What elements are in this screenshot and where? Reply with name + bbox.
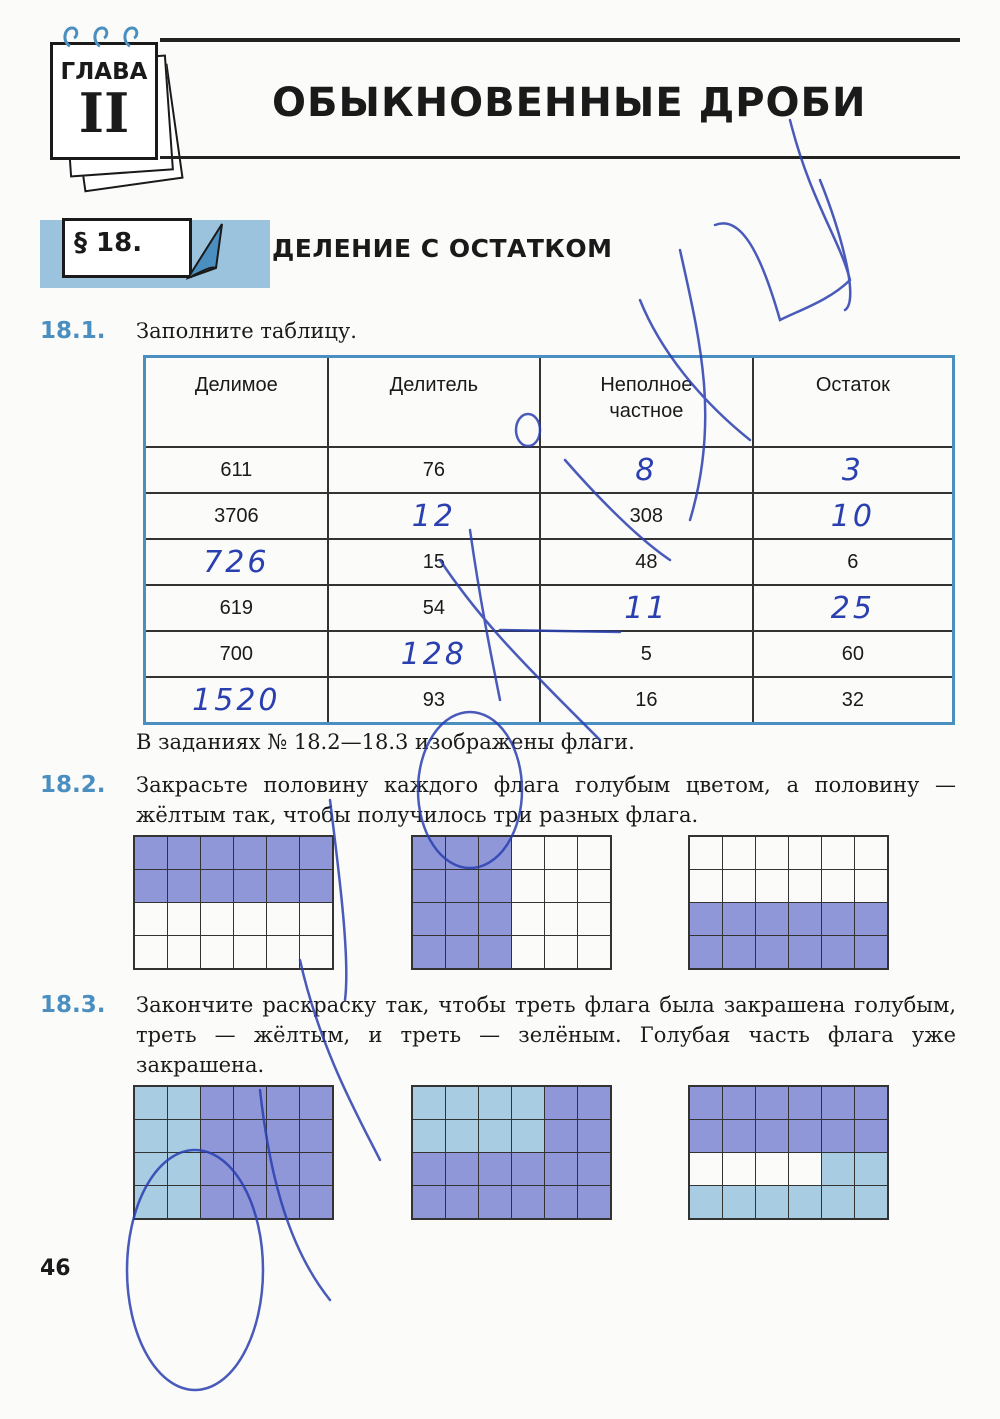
flag-cell[interactable] <box>412 836 446 870</box>
flag-grid[interactable] <box>411 835 612 970</box>
flag-cell[interactable] <box>267 903 300 936</box>
flag-cell[interactable] <box>134 1086 168 1120</box>
column-header: Остаток <box>753 357 954 448</box>
flag-cell[interactable] <box>723 1086 756 1120</box>
chapter-title: ОБЫКНОВЕННЫЕ ДРОБИ <box>272 80 867 126</box>
flag-grid[interactable] <box>688 1085 889 1220</box>
flag-cell[interactable] <box>168 936 201 970</box>
flag-cell[interactable] <box>201 870 234 903</box>
flag-cell[interactable] <box>479 1120 512 1153</box>
flag-cell[interactable] <box>789 870 822 903</box>
flag-cell[interactable] <box>201 1086 234 1120</box>
flag-cell[interactable] <box>689 936 723 970</box>
table-header-row <box>145 357 954 448</box>
flag-cell[interactable] <box>545 870 578 903</box>
flag-cell[interactable] <box>201 1120 234 1153</box>
flag-cell[interactable] <box>201 1186 234 1220</box>
flag-cell[interactable] <box>479 1086 512 1120</box>
flag-cell[interactable] <box>168 1086 201 1120</box>
flag-cell[interactable] <box>446 1186 479 1220</box>
table-row <box>145 677 954 724</box>
flag-grid[interactable] <box>411 1085 612 1220</box>
table-cell: 5 <box>540 631 753 677</box>
flag-cell[interactable] <box>855 903 889 936</box>
flag-cell[interactable] <box>300 903 334 936</box>
table-cell: 32 <box>753 677 954 724</box>
flag-cell[interactable] <box>267 836 300 870</box>
flag-cell[interactable] <box>234 870 267 903</box>
flag-cell[interactable] <box>578 1086 612 1120</box>
flag-cell[interactable] <box>234 836 267 870</box>
flag-cell[interactable] <box>512 870 545 903</box>
flag-cell[interactable] <box>234 1153 267 1186</box>
flag-cell[interactable] <box>855 1186 889 1220</box>
flag-cell[interactable] <box>822 903 855 936</box>
flag-cell[interactable] <box>234 1186 267 1220</box>
table-cell: 726 <box>145 539 328 585</box>
table-cell: 619 <box>145 585 328 631</box>
flag-grid[interactable] <box>133 1085 334 1220</box>
flag-cell[interactable] <box>855 1086 889 1120</box>
column-header: Делитель <box>328 357 540 448</box>
flag-cell[interactable] <box>789 836 822 870</box>
flag-cell[interactable] <box>479 1186 512 1220</box>
flag-cell[interactable] <box>412 1086 446 1120</box>
flag-cell[interactable] <box>267 1120 300 1153</box>
task-text-18-3: Закончите раскраску так, чтобы треть флага была закрашена голубым, треть — жёлтым, и треть — зелёным. Голубая часть флага уже закрашена. <box>136 993 956 1077</box>
table-cell: 3 <box>753 447 954 493</box>
flag-cell[interactable] <box>822 1153 855 1186</box>
flag-cell[interactable] <box>201 1153 234 1186</box>
flag-cell[interactable] <box>578 870 612 903</box>
flag-cell[interactable] <box>234 1120 267 1153</box>
flag-cell[interactable] <box>689 1086 723 1120</box>
flag-cell[interactable] <box>578 1186 612 1220</box>
flag-cell[interactable] <box>134 1186 168 1220</box>
section-title: ДЕЛЕНИЕ С ОСТАТКОМ <box>272 234 613 263</box>
flag-cell[interactable] <box>267 1186 300 1220</box>
flag-cell[interactable] <box>689 870 723 903</box>
table-cell: 128 <box>328 631 540 677</box>
flag-cell[interactable] <box>479 936 512 970</box>
flag-cell[interactable] <box>723 870 756 903</box>
pen-stroke <box>715 120 850 320</box>
flag-cell[interactable] <box>201 936 234 970</box>
flag-cell[interactable] <box>855 1153 889 1186</box>
flag-cell[interactable] <box>822 1186 855 1220</box>
table-cell: 16 <box>540 677 753 724</box>
flag-cell[interactable] <box>822 936 855 970</box>
flag-cell[interactable] <box>756 1086 789 1120</box>
flag-cell[interactable] <box>789 903 822 936</box>
flag-cell[interactable] <box>412 870 446 903</box>
table-cell: 11 <box>540 585 753 631</box>
table-cell: 93 <box>328 677 540 724</box>
flag-cell[interactable] <box>689 836 723 870</box>
table-cell: 25 <box>753 585 954 631</box>
table-cell: 3706 <box>145 493 328 539</box>
flag-cell[interactable] <box>479 836 512 870</box>
table-cell: 8 <box>540 447 753 493</box>
section-number: § 18. <box>74 228 143 258</box>
flag-cell[interactable] <box>134 936 168 970</box>
flag-cell[interactable] <box>412 936 446 970</box>
flag-cell[interactable] <box>168 870 201 903</box>
flag-cell[interactable] <box>512 1153 545 1186</box>
flag-cell[interactable] <box>512 1120 545 1153</box>
flag-cell[interactable] <box>479 1153 512 1186</box>
flag-cell[interactable] <box>545 1120 578 1153</box>
column-header <box>540 357 753 448</box>
flag-cell[interactable] <box>822 870 855 903</box>
flag-cell[interactable] <box>201 836 234 870</box>
flag-cell[interactable] <box>545 1086 578 1120</box>
flag-cell[interactable] <box>789 1086 822 1120</box>
flag-cell[interactable] <box>267 1086 300 1120</box>
flag-cell[interactable] <box>168 1120 201 1153</box>
binder-rings-icon <box>56 20 156 50</box>
flag-cell[interactable] <box>756 1186 789 1220</box>
flag-cell[interactable] <box>134 870 168 903</box>
flag-cell[interactable] <box>855 870 889 903</box>
chapter-number: II <box>78 81 130 145</box>
flag-cell[interactable] <box>479 903 512 936</box>
flag-cell[interactable] <box>723 903 756 936</box>
column-header-text: Неполное частное <box>600 374 693 422</box>
flag-cell[interactable] <box>412 1120 446 1153</box>
flag-cell[interactable] <box>822 1120 855 1153</box>
table-row <box>145 631 954 677</box>
flag-cell[interactable] <box>578 936 612 970</box>
flag-cell[interactable] <box>446 1086 479 1120</box>
flags-note: В заданиях № 18.2—18.3 изображены флаги. <box>136 730 635 754</box>
flag-cell[interactable] <box>512 836 545 870</box>
page-number: 46 <box>40 1256 71 1281</box>
flag-cell[interactable] <box>134 836 168 870</box>
table-cell: 12 <box>328 493 540 539</box>
flag-cell[interactable] <box>822 1086 855 1120</box>
flag-cell[interactable] <box>412 903 446 936</box>
flag-cell[interactable] <box>545 1186 578 1220</box>
task-number-18-2: 18.2. <box>40 772 106 798</box>
flag-cell[interactable] <box>267 870 300 903</box>
flag-cell[interactable] <box>689 1120 723 1153</box>
flag-cell[interactable] <box>300 1186 334 1220</box>
flag-cell[interactable] <box>300 1120 334 1153</box>
flag-cell[interactable] <box>168 836 201 870</box>
flag-cell[interactable] <box>578 903 612 936</box>
table-cell: 1520 <box>145 677 328 724</box>
flag-cell[interactable] <box>512 1186 545 1220</box>
flag-cell[interactable] <box>168 1153 201 1186</box>
flag-cell[interactable] <box>446 1120 479 1153</box>
flag-cell[interactable] <box>689 903 723 936</box>
table-cell: 54 <box>328 585 540 631</box>
table-cell: 10 <box>753 493 954 539</box>
flag-cell[interactable] <box>578 836 612 870</box>
table-cell: 611 <box>145 447 328 493</box>
flag-cell[interactable] <box>201 903 234 936</box>
pen-stroke <box>820 180 850 310</box>
flag-cell[interactable] <box>267 936 300 970</box>
flag-cell[interactable] <box>789 1153 822 1186</box>
flag-cell[interactable] <box>578 1120 612 1153</box>
chapter-badge <box>50 42 158 160</box>
flag-cell[interactable] <box>267 1153 300 1186</box>
table-cell: 48 <box>540 539 753 585</box>
flag-cell[interactable] <box>512 1086 545 1120</box>
flag-cell[interactable] <box>545 836 578 870</box>
flag-cell[interactable] <box>168 1186 201 1220</box>
flag-cell[interactable] <box>168 903 201 936</box>
flag-cell[interactable] <box>545 936 578 970</box>
flag-cell[interactable] <box>756 903 789 936</box>
flag-cell[interactable] <box>689 1153 723 1186</box>
table-cell: 76 <box>328 447 540 493</box>
flag-cell[interactable] <box>512 936 545 970</box>
flag-cell[interactable] <box>855 1120 889 1153</box>
flag-cell[interactable] <box>789 1186 822 1220</box>
flag-grid[interactable] <box>133 835 334 970</box>
table-row <box>145 447 954 493</box>
flag-cell[interactable] <box>545 1153 578 1186</box>
flag-cell[interactable] <box>446 903 479 936</box>
table-row <box>145 539 954 585</box>
task-number-18-3: 18.3. <box>40 992 106 1018</box>
division-table <box>143 355 955 725</box>
flag-grid[interactable] <box>688 835 889 970</box>
table-cell: 15 <box>328 539 540 585</box>
flag-cell[interactable] <box>756 836 789 870</box>
task-text-18-2: Закрасьте половину каждого флага голубым цветом, а половину — жёлтым так, чтобы получилось три разных флага. <box>136 773 956 827</box>
flag-cell[interactable] <box>723 836 756 870</box>
table-cell: 6 <box>753 539 954 585</box>
column-header: Делимое <box>145 357 328 448</box>
flag-cell[interactable] <box>234 903 267 936</box>
table-cell: 60 <box>753 631 954 677</box>
flag-cell[interactable] <box>300 836 334 870</box>
flag-cell[interactable] <box>855 836 889 870</box>
flag-cell[interactable] <box>756 1120 789 1153</box>
flag-cell[interactable] <box>756 936 789 970</box>
flag-cell[interactable] <box>134 1120 168 1153</box>
flag-cell[interactable] <box>134 1153 168 1186</box>
flag-cell[interactable] <box>134 903 168 936</box>
header-bottom-rule <box>160 156 960 159</box>
page-curl-icon <box>186 218 226 280</box>
task-number-18-1: 18.1. <box>40 318 106 344</box>
flag-cell[interactable] <box>300 1086 334 1120</box>
flag-cell[interactable] <box>789 1120 822 1153</box>
task-text-18-1: Заполните таблицу. <box>136 319 357 343</box>
flag-cell[interactable] <box>446 870 479 903</box>
flag-cell[interactable] <box>446 1153 479 1186</box>
flag-cell[interactable] <box>545 903 578 936</box>
flag-cell[interactable] <box>789 936 822 970</box>
flag-cell[interactable] <box>234 1086 267 1120</box>
flag-cell[interactable] <box>822 836 855 870</box>
flag-cell[interactable] <box>689 1186 723 1220</box>
flag-cell[interactable] <box>412 1186 446 1220</box>
flag-cell[interactable] <box>723 1153 756 1186</box>
flag-cell[interactable] <box>446 936 479 970</box>
table-row <box>145 493 954 539</box>
flag-cell[interactable] <box>300 936 334 970</box>
table-row <box>145 585 954 631</box>
flag-cell[interactable] <box>300 1153 334 1186</box>
flag-cell[interactable] <box>234 936 267 970</box>
flag-cell[interactable] <box>300 870 334 903</box>
flag-cell[interactable] <box>723 1186 756 1220</box>
flag-cell[interactable] <box>723 1120 756 1153</box>
table-cell: 308 <box>540 493 753 539</box>
flag-cell[interactable] <box>578 1153 612 1186</box>
flag-cell[interactable] <box>723 936 756 970</box>
table-cell: 700 <box>145 631 328 677</box>
flag-cell[interactable] <box>756 870 789 903</box>
flag-cell[interactable] <box>512 903 545 936</box>
flag-cell[interactable] <box>855 936 889 970</box>
flag-cell[interactable] <box>479 870 512 903</box>
header-top-rule <box>160 38 960 42</box>
flag-cell[interactable] <box>412 1153 446 1186</box>
flag-cell[interactable] <box>756 1153 789 1186</box>
chapter-label: ГЛАВА <box>60 59 148 85</box>
flag-cell[interactable] <box>446 836 479 870</box>
